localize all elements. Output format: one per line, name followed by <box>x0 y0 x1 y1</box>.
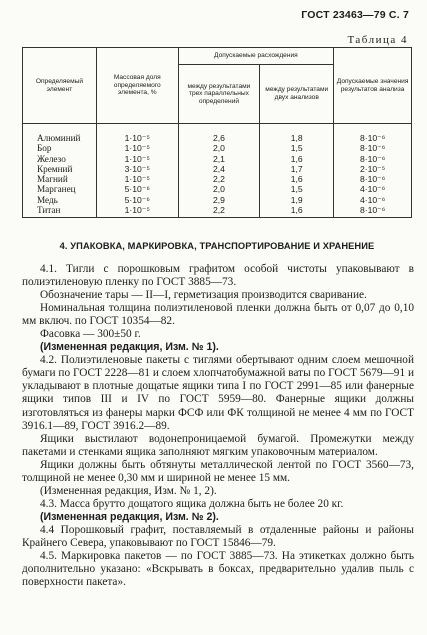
table-caption: Таблица 4 <box>347 34 408 46</box>
cell-element: Медь <box>23 195 97 205</box>
cell-mass: 1·10⁻⁵ <box>96 174 178 184</box>
cell-element: Алюминий <box>23 124 97 144</box>
paragraph: Ящики должны быть обтянуты металлической лентой по ГОСТ 3560—73, толщиной не менее 0,30 мм и шириной не менее 15 мм. <box>22 458 414 484</box>
cell-element: Магний <box>23 174 97 184</box>
cell-value: 8·10⁻⁶ <box>334 143 412 153</box>
cell-element: Марганец <box>23 184 97 194</box>
col-header-group: Допускаемые расхождения <box>178 48 334 65</box>
cell-element: Железо <box>23 154 97 164</box>
cell-value: 8·10⁻⁶ <box>334 154 412 164</box>
cell-two: 1,5 <box>260 184 334 194</box>
cell-two: 1,6 <box>260 154 334 164</box>
cell-three: 2,2 <box>178 205 260 218</box>
cell-element: Бор <box>23 143 97 153</box>
cell-value: 8·10⁻⁶ <box>334 174 412 184</box>
cell-three: 2,2 <box>178 174 260 184</box>
col-header-two: между результатами двух анализов <box>260 65 334 124</box>
table-row <box>23 143 412 153</box>
paragraph: 4.5. Маркировка пакетов — по ГОСТ 3885—73. На этикетках должно быть дополнительно указано: «Вскрывать в боксах, предварительно удалив пыль с поверхности пакета». <box>22 550 414 589</box>
page-header-code: ГОСТ 23463—79 С. 7 <box>301 9 409 21</box>
section-title: 4. УПАКОВКА, МАРКИРОВКА, ТРАНСПОРТИРОВАНИЕ И ХРАНЕНИЕ <box>59 241 375 251</box>
body-text <box>22 263 414 589</box>
table-row <box>23 174 412 184</box>
amendment-note: (Измененная редакция, Изм. № 2). <box>40 510 219 523</box>
cell-three: 2,6 <box>178 124 260 144</box>
table-row <box>23 154 412 164</box>
amendment-note: (Измененная редакция, Изм. № 1, 2). <box>40 484 217 497</box>
cell-mass: 1·10⁻⁵ <box>96 205 178 218</box>
cell-two: 1,9 <box>260 195 334 205</box>
col-header-value: Допускаемые значения результатов анализа <box>334 48 412 124</box>
cell-mass: 1·10⁻⁵ <box>96 143 178 153</box>
cell-element: Кремний <box>23 164 97 174</box>
cell-mass: 1·10⁻⁵ <box>96 124 178 144</box>
table-row <box>23 124 412 144</box>
cell-value: 4·10⁻⁶ <box>334 195 412 205</box>
cell-value: 2·10⁻⁵ <box>334 164 412 174</box>
cell-element: Титан <box>23 205 97 218</box>
table-row <box>23 184 412 194</box>
col-header-mass: Массовая доля определяемого элемента, % <box>96 48 178 124</box>
paragraph: Обозначение тары — II—I, герметизация производится сваривание. <box>40 289 367 302</box>
paragraph: 4.4 Порошковый графит, поставляемый в отдаленные районы и районы Крайнего Севера, упаковывают по ГОСТ 15846—79. <box>22 523 414 549</box>
cell-mass: 1·10⁻⁵ <box>96 154 178 164</box>
paragraph: Фасовка — 300±50 г. <box>40 328 141 341</box>
cell-two: 1,7 <box>260 164 334 174</box>
cell-value: 8·10⁻⁶ <box>334 124 412 144</box>
cell-two: 1,5 <box>260 143 334 153</box>
col-header-three: между результатами трех параллельных определений <box>178 65 260 124</box>
cell-two: 1,6 <box>260 174 334 184</box>
paragraph: 4.2. Полиэтиленовые пакеты с тиглями обертывают одним слоем мешочной бумаги по ГОСТ 2228—81 и слоем хлопчатобумажной ваты по ГОСТ 5679—91 и укладывают в плотные дощатые ящики типа I по ГОСТ 2991—85 или фанерные ящики типов III и IV по ГОСТ 5959—80. Фанерные ящики должны изготовляться из фанеры марки ФСФ или ФК толщиной не менее 4 мм по ГОСТ 3916.1—89, ГОСТ 3916.2—89. <box>22 354 414 432</box>
cell-three: 2,0 <box>178 184 260 194</box>
cell-three: 2,4 <box>178 164 260 174</box>
table-row <box>23 205 412 218</box>
cell-mass: 5·10⁻⁶ <box>96 184 178 194</box>
cell-mass: 5·10⁻⁶ <box>96 195 178 205</box>
paragraph: 4.3. Масса брутто дощатого ящика должна быть не более 20 кг. <box>40 497 344 510</box>
cell-value: 4·10⁻⁶ <box>334 184 412 194</box>
amendment-note: (Измененная редакция, Изм. № 1). <box>40 341 219 354</box>
cell-three: 2,1 <box>178 154 260 164</box>
col-header-element: Определяемый элемент <box>23 48 97 124</box>
table-row <box>23 195 412 205</box>
cell-value: 8·10⁻⁶ <box>334 205 412 218</box>
cell-three: 2,0 <box>178 143 260 153</box>
paragraph: 4.1. Тигли с порошковым графитом особой чистоты упаковывают в полиэтиленовую пленку по ГОСТ 3885—73. <box>22 263 414 289</box>
tolerance-table <box>22 47 412 218</box>
cell-two: 1,6 <box>260 205 334 218</box>
cell-three: 2,9 <box>178 195 260 205</box>
cell-two: 1,8 <box>260 124 334 144</box>
cell-mass: 3·10⁻⁵ <box>96 164 178 174</box>
paragraph: Ящики выстилают водонепроницаемой бумагой. Промежутки между пакетами и стенками ящика заполняют мягким упаковочным материалом. <box>22 432 414 458</box>
table-row <box>23 164 412 174</box>
paragraph: Номинальная толщина полиэтиленовой пленки должна быть от 0,07 до 0,10 мм включ. по ГОСТ 10354—82. <box>22 302 414 328</box>
